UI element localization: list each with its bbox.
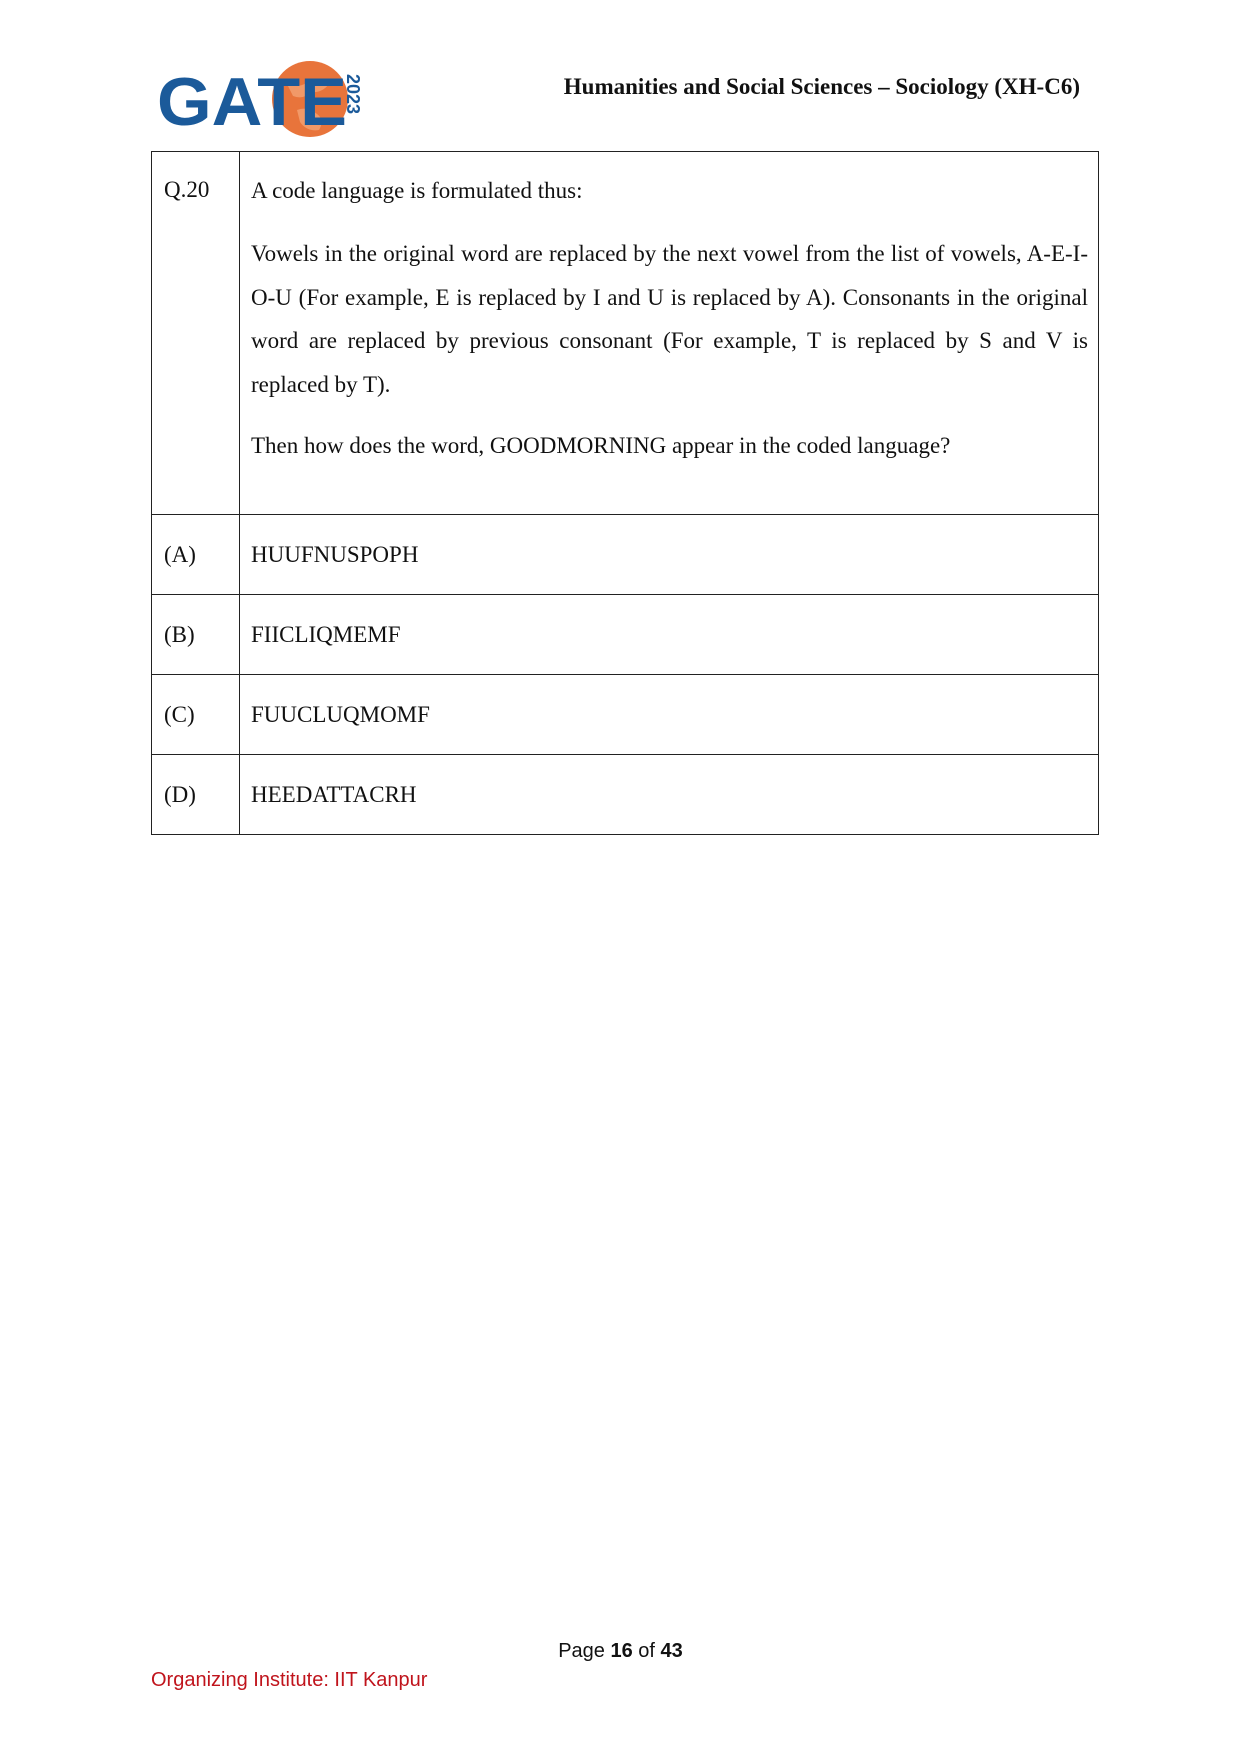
option-text: HEEDATTACRH	[240, 755, 1099, 835]
logo-year: 2023	[343, 74, 363, 115]
option-row-a[interactable]	[152, 515, 1099, 595]
page-prefix: Page	[558, 1640, 605, 1662]
question-stem	[240, 152, 1099, 515]
paper-title: Humanities and Social Sciences – Sociology (XH-C6)	[563, 74, 1080, 99]
option-row-c[interactable]	[152, 675, 1099, 755]
option-row-d[interactable]	[152, 755, 1099, 835]
option-text: FUUCLUQMOMF	[240, 675, 1099, 755]
option-label: (C)	[152, 675, 240, 755]
option-text: HUUFNUSPOPH	[240, 515, 1099, 595]
option-label: (D)	[152, 755, 240, 835]
page-total: 43	[660, 1640, 683, 1662]
page-current: 16	[610, 1640, 633, 1662]
page-of: of	[638, 1640, 655, 1662]
gate-2023-logo	[157, 60, 363, 140]
option-label: (A)	[152, 515, 240, 595]
option-row-b[interactable]	[152, 595, 1099, 675]
option-text: FIICLIQMEMF	[240, 595, 1099, 675]
question-number: Q.20	[152, 152, 240, 515]
question-row	[152, 152, 1099, 515]
organizing-institute: Organizing Institute: IIT Kanpur	[151, 1669, 428, 1691]
question-table	[151, 151, 1099, 835]
option-label: (B)	[152, 595, 240, 675]
logo-wordmark: GATE	[157, 64, 347, 140]
question-intro: A code language is formulated thus:	[251, 178, 583, 203]
question-prompt: Then how does the word, GOODMORNING appear in the coded language?	[251, 433, 951, 458]
page-number	[0, 1640, 1241, 1663]
question-rule: Vowels in the original word are replaced by the next vowel from the list of vowels, A-E-I-O-U (For example, E is replaced by I and U is replaced by A). Consonants in the original word are replaced by previous consonant (For example, T is replaced by S and V is replaced by T).	[251, 241, 1088, 397]
